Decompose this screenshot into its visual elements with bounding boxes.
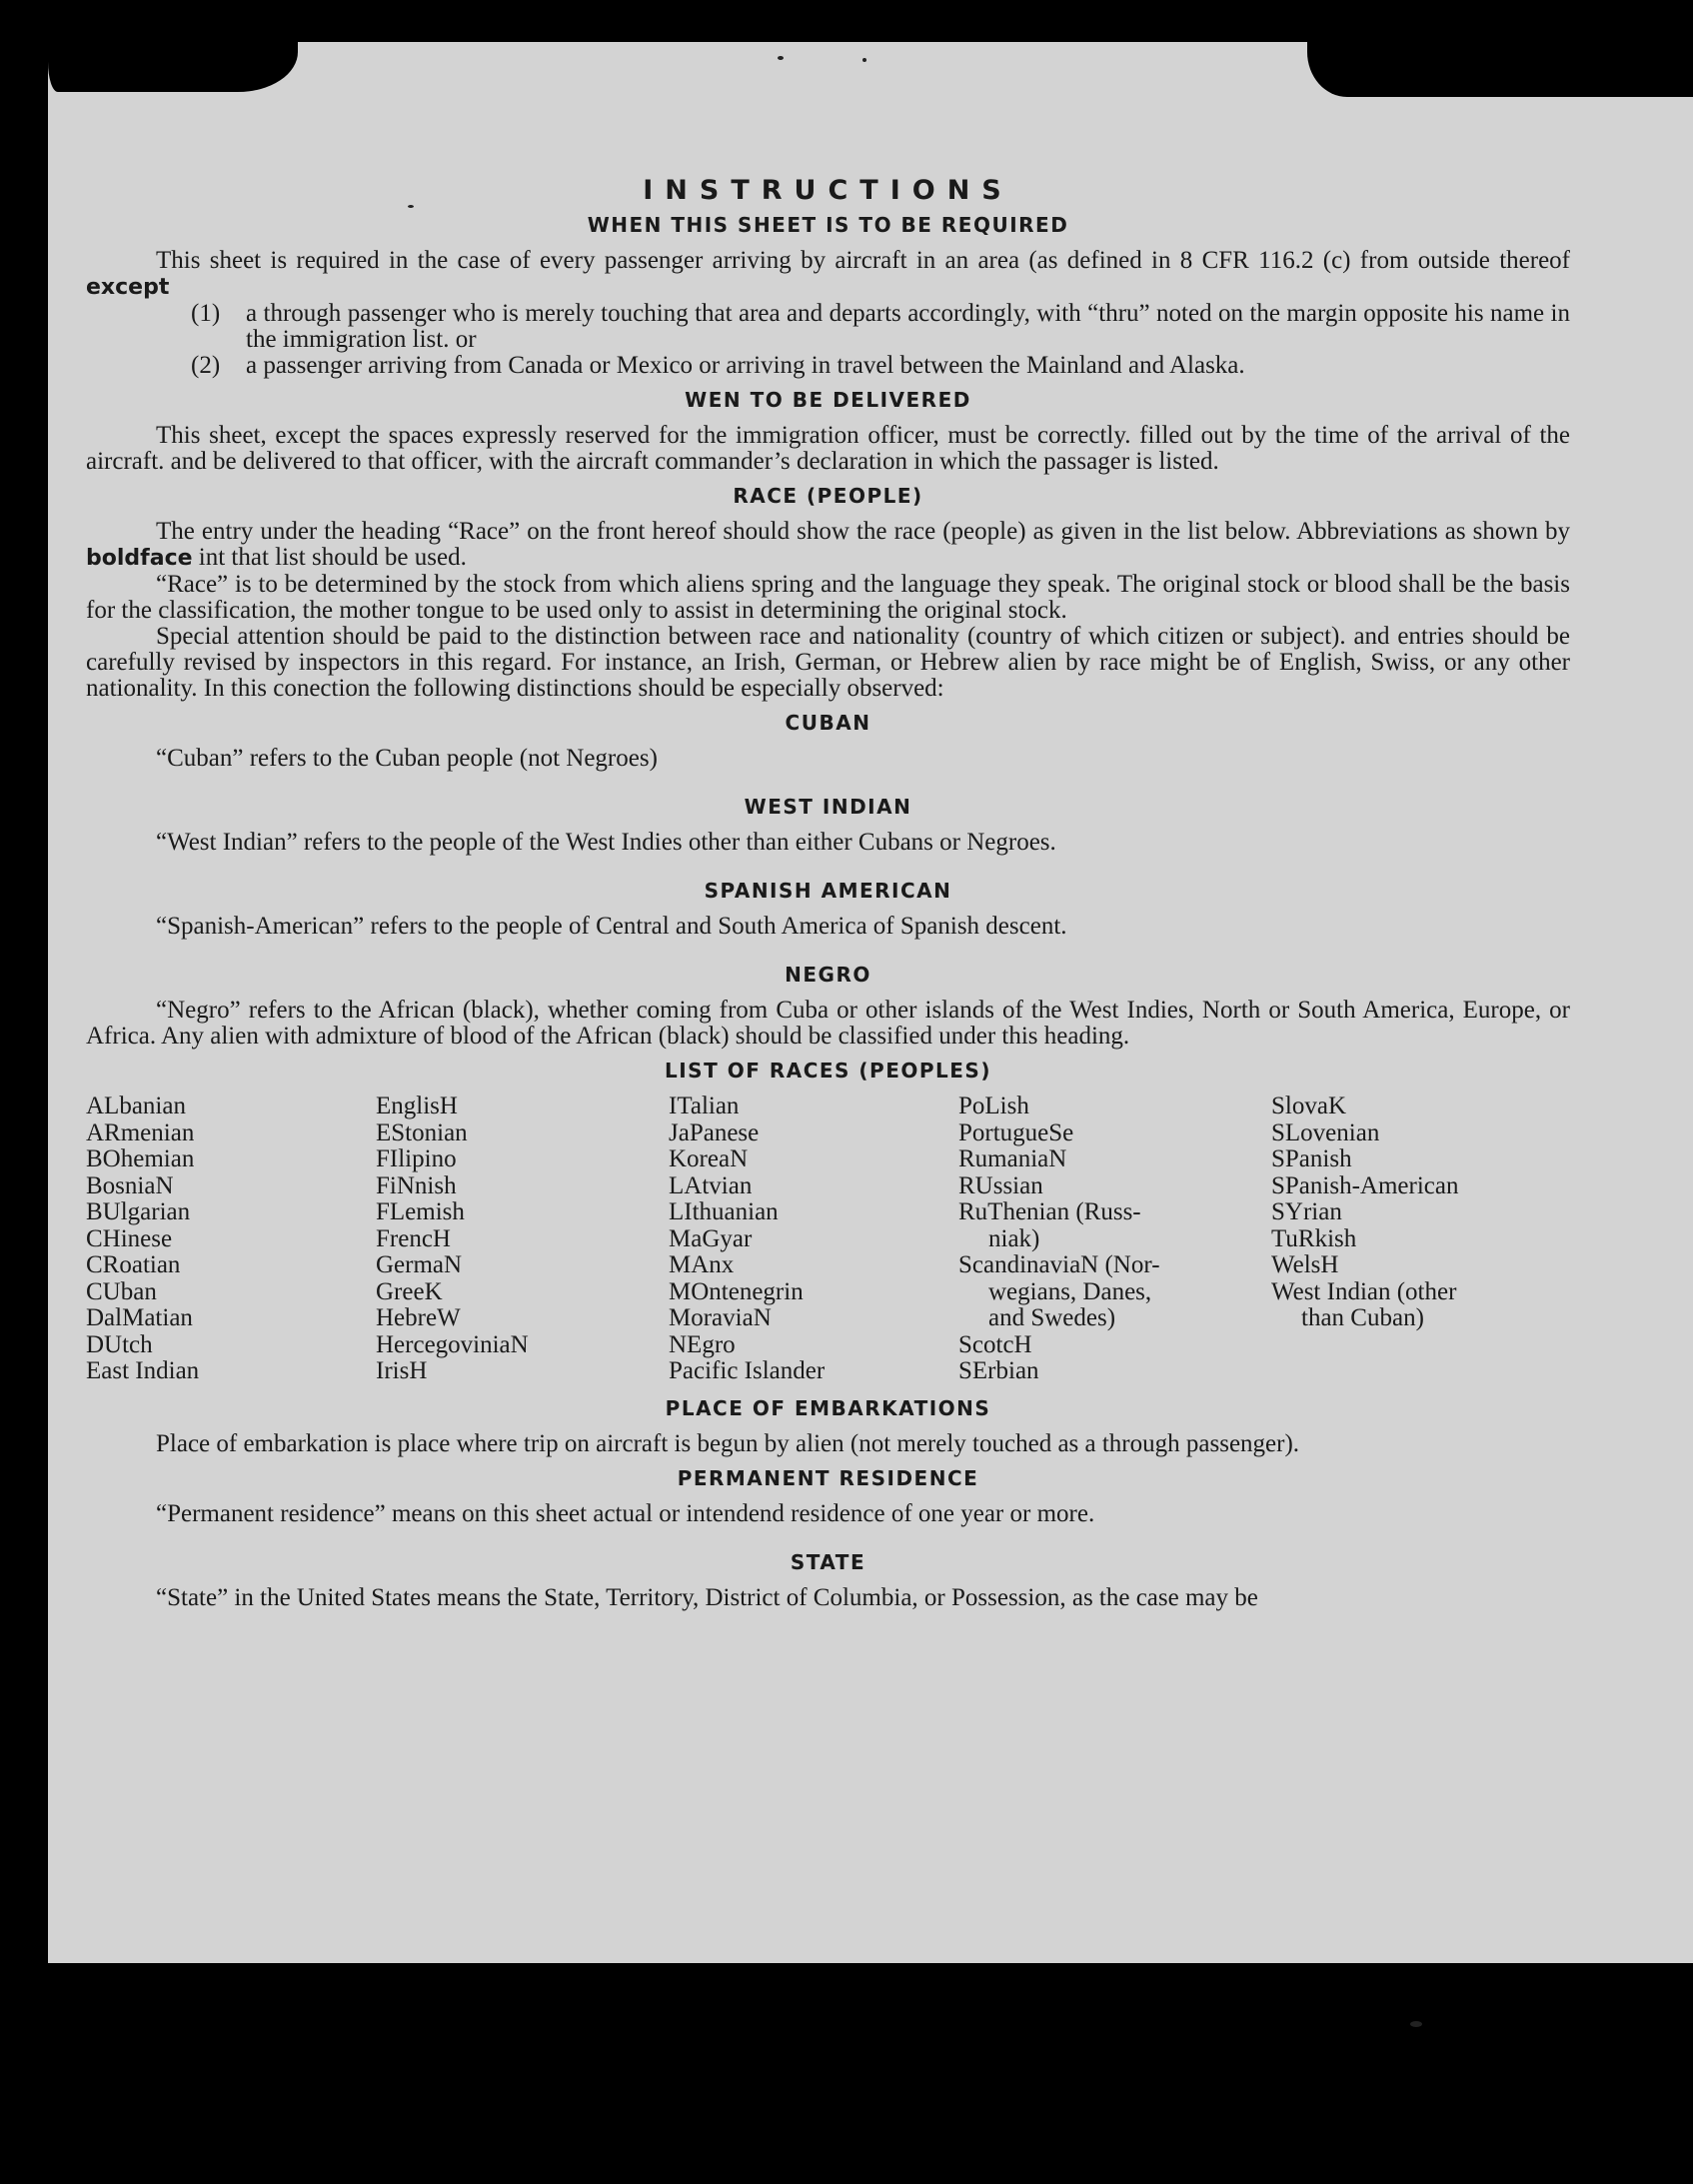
race-item: KoreaN (669, 1145, 749, 1172)
race-item: GermaN (376, 1251, 463, 1278)
race-item: and Swedes) (988, 1304, 1116, 1331)
race-item: DalMatian (86, 1304, 193, 1331)
document-page (48, 42, 1693, 1963)
para-negro: “Negro” refers to the African (black), whether coming from Cuba or other islands of the West Indies, North or South America, Europe, or Africa. Any alien with admixture of blood of the African (black) should be classified under this heading. (86, 997, 1570, 1050)
heading-cuban: CUBAN (785, 711, 871, 735)
races-list (86, 1093, 1570, 1385)
para-when-delivered: This sheet, except the spaces expressly reserved for the immigration officer, must be correctly. filled out by the time of the arrival of the aircraft. and be delivered to that officer, with the aircraft commander’s declaration in which the passager is listed. (86, 422, 1570, 475)
race-item: ScotcH (958, 1330, 1032, 1358)
para-race-2: “Race” is to be determined by the stock from which aliens spring and the language they speak. The original stock or blood shall be the basis for the classification, the mother tongue to be used only to assist in determining the original stock. (86, 571, 1570, 624)
para-race-1-before: The entry under the heading “Race” on the front hereof should show the race (people) as given in the list below. Abbreviations as shown by (156, 518, 1570, 545)
race-item: SPanish-American (1271, 1171, 1459, 1199)
heading-list-of-races: LIST OF RACES (PEOPLES) (665, 1059, 991, 1083)
race-item: SlovaK (1271, 1092, 1346, 1119)
race-item: CHinese (86, 1224, 173, 1252)
heading-residence: PERMANENT RESIDENCE (677, 1465, 979, 1490)
scan-speck (862, 58, 866, 62)
heading-when-delivered: WEN TO BE DELIVERED (685, 388, 971, 412)
race-item: TuRkish (1271, 1224, 1357, 1252)
race-item: CRoatian (86, 1251, 181, 1278)
race-item: MAnx (669, 1251, 735, 1278)
race-item: East Indian (86, 1357, 200, 1384)
heading-spanish-american: SPANISH AMERICAN (704, 879, 952, 903)
para-spanish-american: “Spanish-American” refers to the people of Central and South America of Spanish descent. (156, 913, 1067, 940)
race-item: Pacific Islander (669, 1357, 826, 1384)
races-column-3 (669, 1093, 958, 1385)
para-when-required-text: This sheet is required in the case of every passenger arriving by aircraft in an area (as defined in 8 CFR 116.2 (c) from outside thereof (156, 247, 1570, 274)
race-item: FIlipino (376, 1145, 457, 1172)
race-item: DUtch (86, 1330, 153, 1358)
item-number: (1) (191, 300, 221, 327)
para-west-indian: “West Indian” refers to the people of the West Indies other than either Cubans or Negroes. (156, 829, 1056, 856)
race-item: LIthuanian (669, 1198, 779, 1225)
races-column-1 (86, 1093, 376, 1385)
race-item: ALbanian (86, 1092, 186, 1119)
race-item: EStonian (376, 1118, 468, 1146)
bold-except: except (86, 275, 170, 300)
race-item: MoraviaN (669, 1304, 772, 1331)
item-text: a passenger arriving from Canada or Mexico or arriving in travel between the Mainland and Alaska. (246, 352, 1245, 379)
race-item: niak) (988, 1224, 1040, 1252)
torn-corner-right (1307, 42, 1693, 97)
race-item: FiNnish (376, 1171, 457, 1199)
torn-corner-left (48, 42, 298, 92)
race-item: SErbian (958, 1357, 1039, 1384)
race-item: wegians, Danes, (988, 1277, 1152, 1305)
list-item (86, 353, 1570, 379)
race-item: EnglisH (376, 1092, 458, 1119)
document-body (86, 175, 1570, 1611)
race-item: ITalian (669, 1092, 740, 1119)
race-item: PortugueSe (958, 1118, 1074, 1146)
races-column-2 (376, 1093, 669, 1385)
race-item: LAtvian (669, 1171, 753, 1199)
race-item: ScandinaviaN (Nor- (958, 1251, 1160, 1278)
para-cuban: “Cuban” refers to the Cuban people (not Negroes) (156, 745, 658, 772)
races-column-4 (958, 1093, 1271, 1385)
heading-race: RACE (PEOPLE) (733, 484, 923, 508)
scan-speck (408, 205, 414, 208)
race-item: RUssian (958, 1171, 1043, 1199)
race-item: PoLish (958, 1092, 1029, 1119)
list-item (86, 301, 1570, 353)
para-race-1-after: int that list should be used. (198, 544, 467, 571)
race-item: SPanish (1271, 1145, 1352, 1172)
race-item: NEgro (669, 1330, 736, 1358)
race-item: SLovenian (1271, 1118, 1380, 1146)
races-column-5 (1271, 1093, 1561, 1385)
race-item: SYrian (1271, 1198, 1342, 1225)
scan-speck (1410, 2021, 1422, 2027)
race-item: FLemish (376, 1198, 465, 1225)
race-item: BUlgarian (86, 1198, 191, 1225)
race-item: West Indian (other (1271, 1277, 1457, 1305)
item-number: (2) (191, 352, 221, 379)
para-embarkation: Place of embarkation is place where trip on aircraft is begun by alien (not merely touched as a through passenger). (156, 1429, 1300, 1457)
race-item: HercegovinіaN (376, 1330, 529, 1358)
race-item: WelsH (1271, 1251, 1339, 1278)
para-race-1 (86, 519, 1570, 572)
para-residence: “Permanent residence” means on this sheet actual or intendend residence of one year or more. (156, 1499, 1095, 1527)
race-item: IrisH (376, 1357, 428, 1384)
race-item: BOhemian (86, 1145, 195, 1172)
race-item: than Cuban) (1301, 1304, 1424, 1331)
race-item: RumaniaN (958, 1145, 1067, 1172)
bold-boldface: boldface (86, 546, 193, 571)
race-item: GreeK (376, 1277, 443, 1305)
race-item: FrencH (376, 1224, 451, 1252)
race-item: MaGyar (669, 1224, 753, 1252)
page-title: INSTRUCTIONS (643, 175, 1013, 206)
heading-west-indian: WEST INDIAN (744, 795, 912, 819)
heading-embarkation: PLACE OF EMBARKATIONS (665, 1395, 991, 1420)
race-item: CUban (86, 1277, 157, 1305)
race-item: ARmenian (86, 1118, 195, 1146)
para-race-3: Special attention should be paid to the distinction between race and nationality (country of which citizen or subject). and entries should be carefully revised by inspectors in this regard. For instance, an Irish, German, or Hebrew alien by race might be of English, Swiss, or any other nationality. In this conection the following distinctions should be especially observed: (86, 623, 1570, 702)
heading-negro: NEGRO (785, 963, 871, 987)
heading-state: STATE (790, 1549, 866, 1574)
item-text: a through passenger who is merely touching that area and departs accordingly, with “thru” noted on the margin opposite his name in the immigration list. or (246, 300, 1570, 353)
race-item: HebreW (376, 1304, 461, 1331)
para-state: “State” in the United States means the State, Territory, District of Columbia, or Possession, as the case may be (156, 1583, 1258, 1611)
race-item: JaPanese (669, 1118, 760, 1146)
scan-speck (778, 56, 784, 60)
race-item: MOntenegrin (669, 1277, 804, 1305)
heading-when-required: WHEN THIS SHEET IS TO BE REQUIRED (587, 213, 1069, 237)
race-item: BosniaN (86, 1171, 174, 1199)
race-item: RuThenian (Russ- (958, 1198, 1141, 1225)
para-when-required (86, 248, 1570, 301)
